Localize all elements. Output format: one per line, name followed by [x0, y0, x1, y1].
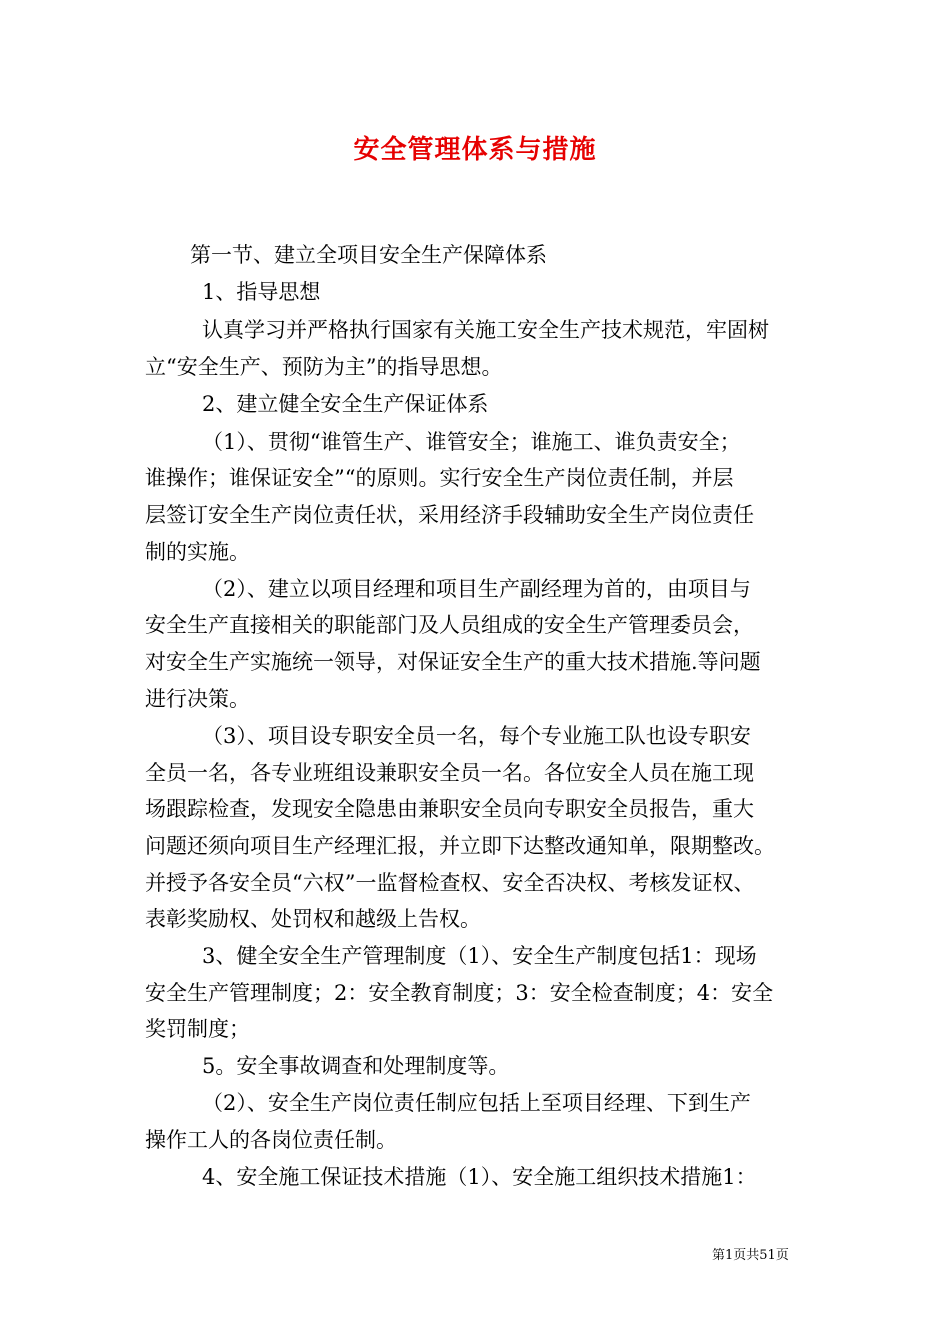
- paragraph-line: 谁操作；谁保证安全”“的原则。实行安全生产岗位责任制，并层: [145, 466, 734, 490]
- page-number-footer: 第1页共51页: [712, 1248, 789, 1263]
- subheading-guiding-ideology: 1、指导思想: [202, 280, 321, 304]
- paragraph-line: 操作工人的各岗位责任制。: [145, 1128, 397, 1152]
- paragraph-line: （2）、建立以项目经理和项目生产副经理为首的，由项目与: [202, 577, 751, 601]
- paragraph-line: 立“安全生产、预防为主”的指导思想。: [145, 355, 503, 379]
- paragraph-line: 安全生产直接相关的职能部门及人员组成的安全生产管理委员会，: [145, 613, 754, 637]
- paragraph-line: 问题还须向项目生产经理汇报，并立即下达整改通知单，限期整改。: [145, 834, 775, 858]
- paragraph-line: （3）、项目设专职安全员一名，每个专业施工队也设专职安: [202, 724, 751, 748]
- paragraph-line: 表彰奖励权、处罚权和越级上告权。: [145, 907, 481, 931]
- document-title: 安全管理体系与措施: [353, 135, 597, 165]
- paragraph-line: 对安全生产实施统一领导，对保证安全生产的重大技术措施.等问题: [145, 650, 761, 674]
- paragraph-line: 安全生产管理制度；2：安全教育制度；3：安全检查制度；4：安全: [145, 981, 774, 1005]
- paragraph-line: （2）、安全生产岗位责任制应包括上至项目经理、下到生产: [202, 1091, 751, 1115]
- paragraph-line: 全员一名，各专业班组设兼职安全员一名。各位安全人员在施工现: [145, 761, 754, 785]
- paragraph-line: 进行决策。: [145, 687, 250, 711]
- subheading-safety-system: 2、建立健全安全生产保证体系: [202, 392, 489, 416]
- paragraph-line: 5。安全事故调查和处理制度等。: [202, 1054, 510, 1078]
- paragraph-line: 制的实施。: [145, 540, 250, 564]
- paragraph-line: 奖罚制度；: [145, 1017, 250, 1041]
- paragraph-line: 并授予各安全员“六权”一监督检查权、安全否决权、考核发证权、: [145, 871, 755, 895]
- paragraph-line: （1）、贯彻“谁管生产、谁管安全；谁施工、谁负责安全；: [202, 430, 741, 454]
- paragraph-line: 3、健全安全生产管理制度（1）、安全生产制度包括1：现场: [202, 944, 757, 968]
- section-heading: 第一节、建立全项目安全生产保障体系: [190, 243, 547, 267]
- paragraph-line: 认真学习并严格执行国家有关施工安全生产技术规范，牢固树: [202, 318, 769, 342]
- paragraph-line: 4、安全施工保证技术措施（1）、安全施工组织技术措施1：: [202, 1165, 757, 1189]
- paragraph-line: 层签订安全生产岗位责任状，采用经济手段辅助安全生产岗位责任: [145, 503, 754, 527]
- paragraph-line: 场跟踪检查，发现安全隐患由兼职安全员向专职安全员报告，重大: [145, 797, 754, 821]
